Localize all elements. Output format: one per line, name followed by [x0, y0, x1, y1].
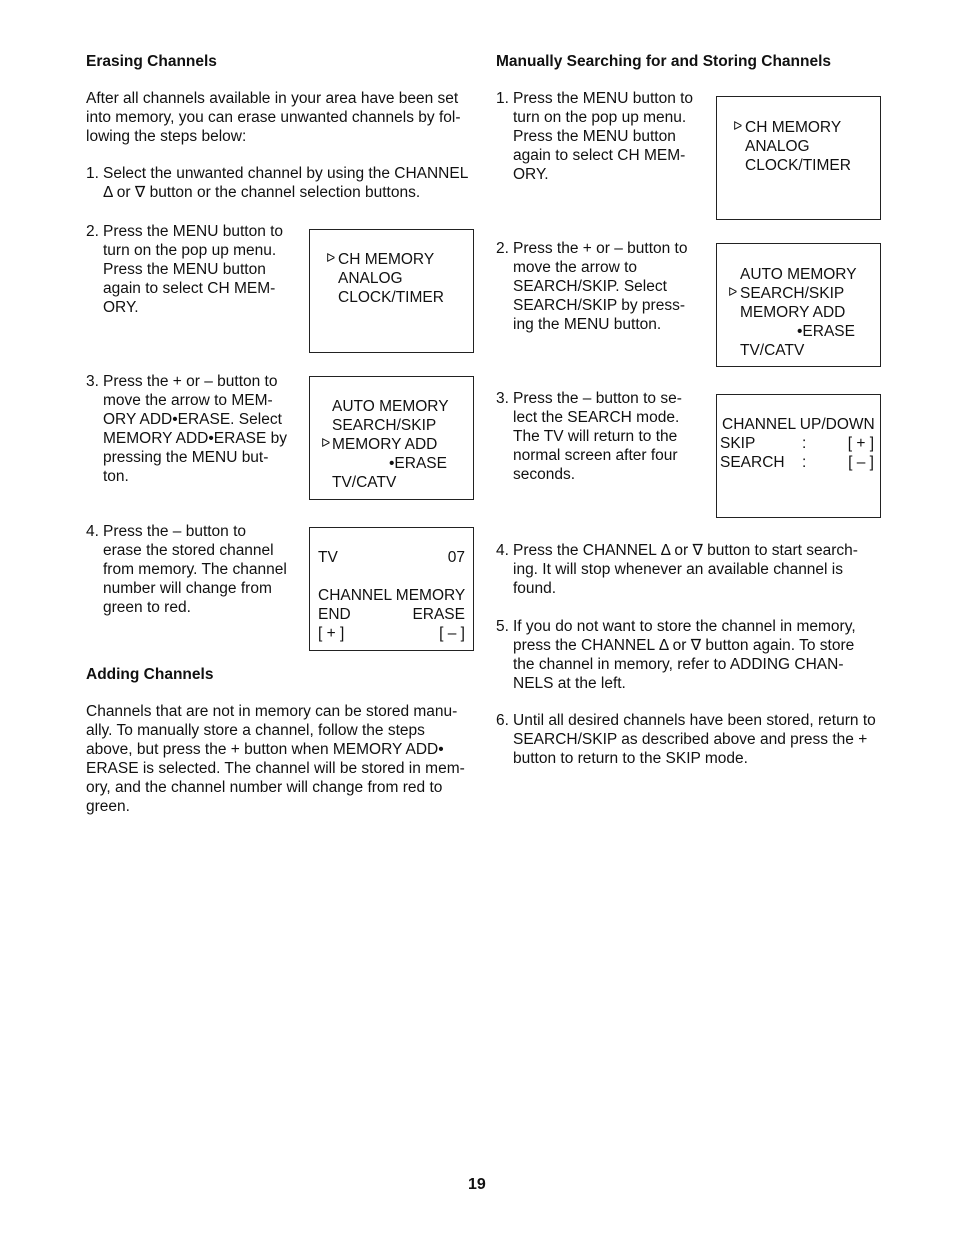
right-step-3 — [496, 389, 706, 489]
step-text: Press the CHANNEL Δ or ∇ button to start search- ing. It will stop whenever an available channel is found. — [513, 542, 858, 597]
page-number: 19 — [468, 1176, 486, 1193]
heading-erasing-channels: Erasing Channels — [86, 53, 217, 70]
screen-search-mode — [716, 394, 881, 518]
menu-item: AUTO MEMORY — [332, 398, 449, 415]
menu-item: SEARCH/SKIP — [740, 285, 845, 302]
screen-channel-memory-erase — [309, 527, 474, 651]
selection-arrow-icon: ᐅ — [326, 251, 336, 265]
step-text: Press the MENU button to turn on the pop up menu. Press the MENU button again to select CH MEM- ORY. — [513, 90, 694, 183]
right-step-6 — [496, 711, 896, 771]
step-text: If you do not want to store the channel in memory, press the CHANNEL Δ or ∇ button again. To store the channel in memory, refer to ADDING CHAN- NELS at the left. — [513, 618, 856, 692]
screen-menu-search-skip — [716, 243, 881, 367]
step-text: Press the – button to se- lect the SEARCH mode. The TV will return to the normal screen after four seconds. — [513, 390, 682, 483]
tv-label: TV — [318, 549, 338, 566]
right-step-5 — [496, 617, 896, 697]
right-step-2 — [496, 239, 706, 339]
selection-arrow-icon: ᐅ — [728, 285, 738, 299]
channel-memory-title: CHANNEL MEMORY — [318, 587, 466, 604]
selection-arrow-icon: ᐅ — [321, 436, 331, 450]
left-step-3 — [86, 372, 306, 492]
menu-item: CH MEMORY — [338, 251, 435, 268]
heading-adding-channels: Adding Channels — [86, 666, 214, 683]
heading-manual-search: Manually Searching for and Storing Channels — [496, 53, 832, 70]
step-number: 1. — [496, 90, 509, 107]
step-number: 2. — [86, 223, 99, 240]
step-number: 4. — [86, 523, 99, 540]
search-label: SEARCH — [720, 454, 785, 471]
erase-label: ERASE — [412, 606, 465, 623]
step-text: Press the – button to erase the stored channel from memory. The channel number will change from green to red. — [103, 523, 287, 616]
step-text: Press the + or – button to move the arrow to MEM- ORY ADD•ERASE. Select MEMORY ADD•ERASE by pressing the MENU but- ton. — [103, 373, 288, 485]
step-number: 6. — [496, 712, 509, 729]
menu-item: SEARCH/SKIP — [332, 417, 437, 434]
step-number: 3. — [496, 390, 509, 407]
step-number: 1. — [86, 165, 99, 182]
channel-number: 07 — [447, 549, 465, 566]
menu-item: MEMORY ADD — [332, 436, 438, 453]
right-step-4 — [496, 541, 896, 601]
step-text: Press the MENU button to turn on the pop up menu. Press the MENU button again to select CH MEM- ORY. — [103, 223, 284, 316]
colon: : — [802, 454, 807, 471]
menu-item: TV/CATV — [332, 474, 397, 491]
screen-menu-memory-add — [309, 376, 474, 500]
step-number: 5. — [496, 618, 509, 635]
step-text: Until all desired channels have been stored, return to SEARCH/SKIP as described above and press the + button to return to the SKIP mode. — [513, 712, 876, 767]
menu-item: CH MEMORY — [745, 119, 842, 136]
left-step-1 — [86, 164, 486, 204]
menu-item: MEMORY ADD — [740, 304, 846, 321]
end-label: END — [318, 606, 351, 623]
skip-label: SKIP — [720, 435, 756, 452]
menu-item: •ERASE — [389, 455, 447, 472]
channel-up-down-title: CHANNEL UP/DOWN — [722, 416, 875, 433]
menu-item: CLOCK/TIMER — [338, 289, 444, 306]
menu-item: CLOCK/TIMER — [745, 157, 851, 174]
menu-item: TV/CATV — [740, 342, 805, 359]
left-step-2 — [86, 222, 306, 322]
screen-menu-ch-memory-2 — [716, 96, 881, 220]
selection-arrow-icon: ᐅ — [733, 119, 743, 133]
left-step-4 — [86, 522, 306, 622]
step-number: 4. — [496, 542, 509, 559]
screen-menu-ch-memory — [309, 229, 474, 353]
step-text: Press the + or – button to move the arrow to SEARCH/SKIP. Select SEARCH/SKIP by press- ing the MENU button. — [513, 240, 688, 333]
plus-key-label: [ + ] — [318, 625, 345, 642]
step-number: 3. — [86, 373, 99, 390]
plus-key-label: [ + ] — [847, 435, 874, 452]
minus-key-label: [ – ] — [848, 454, 874, 471]
minus-key-label: [ – ] — [439, 625, 465, 642]
colon: : — [802, 435, 807, 452]
menu-item: AUTO MEMORY — [740, 266, 857, 283]
menu-item: •ERASE — [797, 323, 855, 340]
step-number: 2. — [496, 240, 509, 257]
menu-item: ANALOG — [745, 138, 810, 155]
step-text: Select the unwanted channel by using the CHANNEL Δ or ∇ button or the channel selection buttons. — [103, 165, 469, 201]
intro-paragraph: After all channels available in your area have been set into memory, you can erase unwanted channels by fol- lowing the steps below: — [86, 90, 461, 145]
right-step-1 — [496, 89, 706, 189]
adding-paragraph: Channels that are not in memory can be stored manu- ally. To manually store a channel, follow the steps above, but press the + button when MEMORY ADD• ERASE is selected. The channel will be stored in mem- ory, and the channel number will change from red to green. — [86, 703, 465, 815]
menu-item: ANALOG — [338, 270, 403, 287]
